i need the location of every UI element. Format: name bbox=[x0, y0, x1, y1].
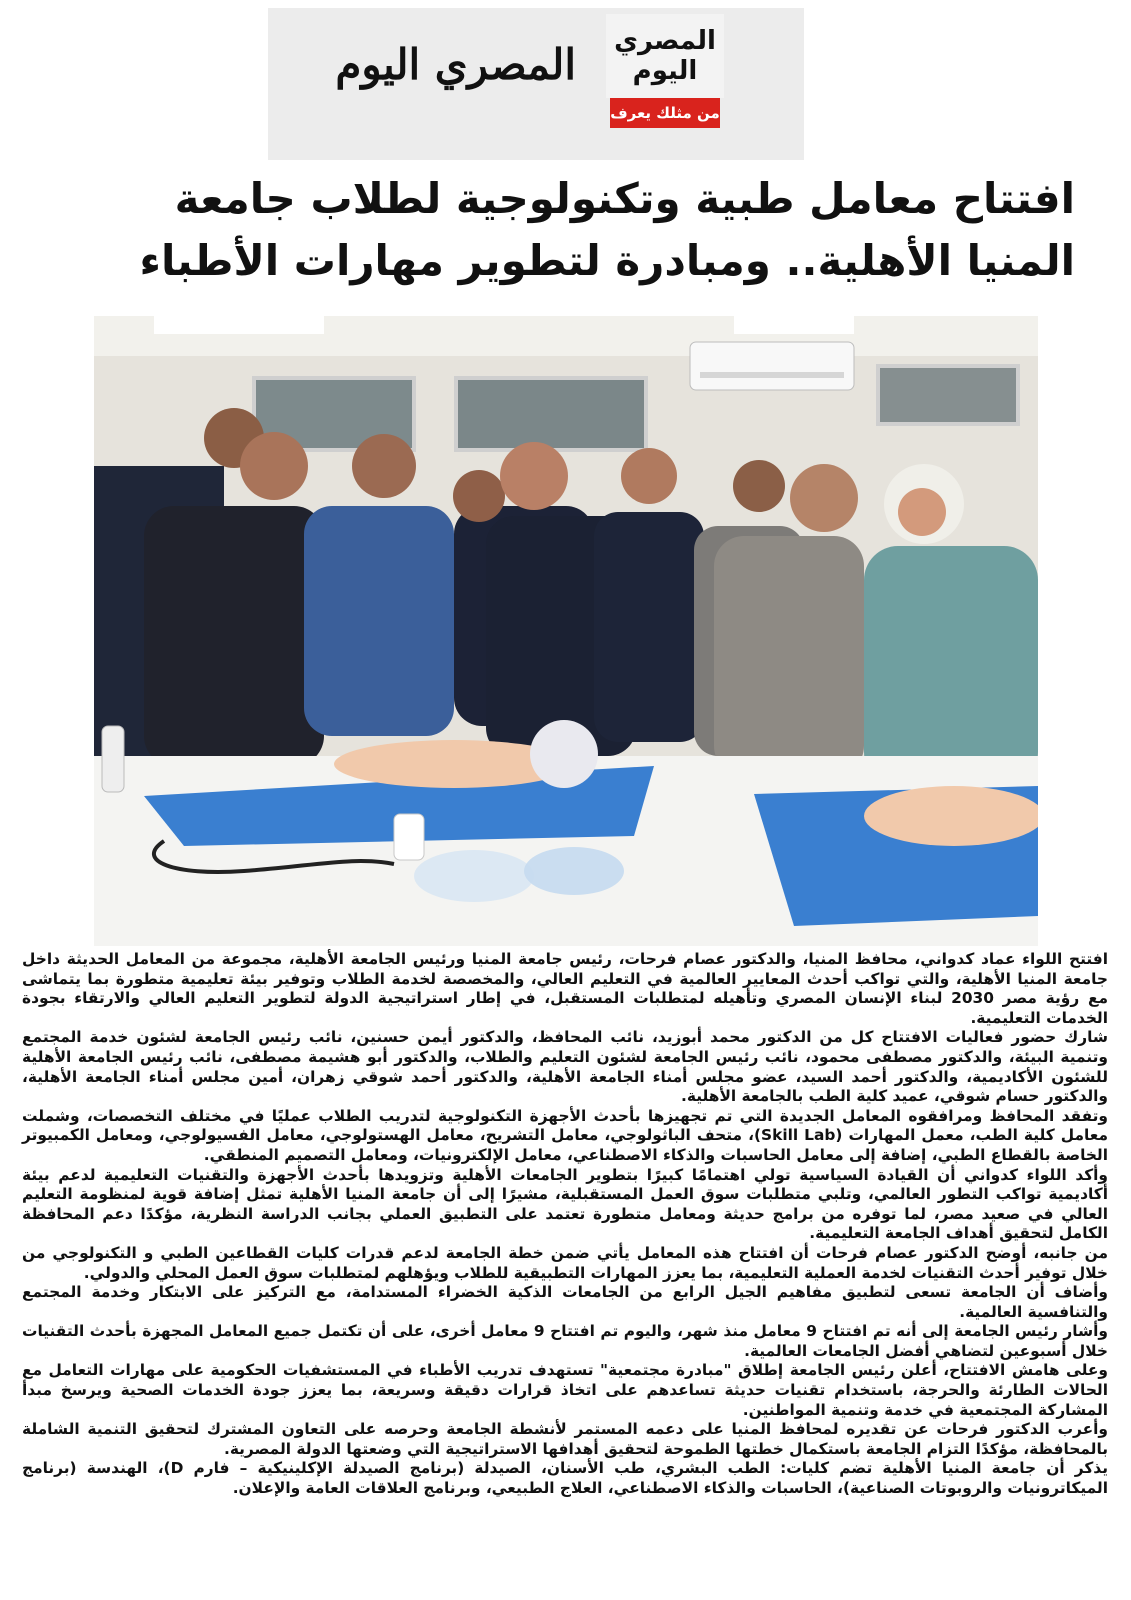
article-paragraph: وأكد اللواء كدواني أن القيادة السياسية تولي اهتمامًا كبيرًا بتطوير الجامعات الأهلية وتزويدها بأحدث الأجهزة والتقنيات التعليمية لدعم بيئة أكاديمية تواكب التطور العالمي، وتلبي متطلبات سوق العمل المستقبلية، مشيرًا إلى أن جامعة المنيا الأهلية تمثل إضافة قوية لمنظومة التعليم العالي في صعيد مصر، لما توفره من برامج حديثة ومعامل متطورة تعتمد على التطبيق العملي بجانب الدراسة النظرية، مؤكدًا دعم المحافظة الكامل لتحقيق أهداف الجامعة التعليمية. bbox=[22, 1165, 1108, 1243]
newspaper-logo[interactable] bbox=[606, 14, 724, 132]
masthead bbox=[268, 8, 804, 160]
article-headline: افتتاح معامل طبية وتكنولوجية لطلاب جامعة المنيا الأهلية.. ومبادرة لتطوير مهارات الأطباء bbox=[139, 174, 1075, 285]
logo-line-1: المصري bbox=[614, 26, 716, 56]
newspaper-name: المصري اليوم bbox=[335, 40, 576, 89]
lab-visit-illustration bbox=[94, 316, 1038, 946]
article-paragraph: وتفقد المحافظ ومرافقوه المعامل الجديدة التي تم تجهيزها بأحدث الأجهزة التكنولوجية لتدريب الطلاب عمليًا في مختلف التخصصات، وشملت معامل كلية الطب، معمل المهارات (Skill Lab)، متحف الباثولوجي، معامل التشريح، معامل الهستولوجي، معامل الفسيولوجي، ومعامل الكمبيوتر الخاصة بالقطاع الطبي، إضافة إلى معامل الحاسبات والذكاء الاصطناعي، معامل الإلكترونيات، ومعامل التصميم المنطقي. bbox=[22, 1106, 1109, 1164]
logo-line-2: اليوم bbox=[632, 56, 698, 86]
article-paragraph: وأعرب الدكتور فرحات عن تقديره لمحافظ المنيا على دعمه المستمر لأنشطة الجامعة وحرصه على التعاون المشترك لتحقيق التنمية الشاملة بالمحافظة، مؤكدًا التزام الجامعة باستكمال خطتها الطموحة لتحقيق أهدافها الاستراتيجية التي وضعتها الدولة المصرية. bbox=[22, 1420, 1108, 1458]
infant-manikin-right bbox=[864, 786, 1038, 846]
article-paragraph: وأشار رئيس الجامعة إلى أنه تم افتتاح 9 معامل منذ شهر، واليوم تم افتتاح 9 معامل أخرى، على أن تكتمل جميع المعامل المجهزة بأحدث التقنيات خلال أسبوعين لتضاهي أفضل الجامعات العالمية. bbox=[22, 1322, 1108, 1360]
article-paragraph: يذكر أن جامعة المنيا الأهلية تضم كليات: الطب البشري، طب الأسنان، الصيدلة (برنامج الصيدلة الإكلينيكية – فارم D)، الهندسة (برنامج الميكاترونيات والروبوتات الصناعية)، الحاسبات والذكاء الاصطناعي، العلاج الطبيعي، وبرنامج العلاقات العامة والإعلان. bbox=[22, 1459, 1108, 1498]
logo-wordmark bbox=[606, 14, 724, 98]
article-body bbox=[22, 950, 1108, 1499]
logo-tagline: من مثلك يعرف bbox=[610, 98, 720, 128]
article-paragraph: وأضاف أن الجامعة تسعى لتطبيق مفاهيم الجيل الرابع من الجامعات الذكية الخضراء المستدامة، مع التركيز على الابتكار وخدمة المجتمع والتنافسية العالمية. bbox=[22, 1283, 1108, 1321]
article-paragraph: افتتح اللواء عماد كدواني، محافظ المنيا، والدكتور عصام فرحات، رئيس جامعة المنيا ورئيس الجامعة الأهلية، مجموعة من المعامل الحديثة داخل جامعة المنيا الأهلية، والتي تواكب أحدث المعايير العالمية في التعليم العالي، والمخصصة لخدمة الطلاب وتوفير بيئة تعليمية متطورة بما يتماشى مع رؤية مصر 2030 لبناء الإنسان المصري وتأهيله لمتطلبات المستقبل، في إطار استراتيجية الدولة لتطوير التعليم العالي والارتقاء بجودة الخدمات التعليمية. bbox=[22, 950, 1108, 1027]
article-paragraph: من جانبه، أوضح الدكتور عصام فرحات أن افتتاح هذه المعامل يأتي ضمن خطة الجامعة لدعم قدرات كليات القطاعين الطبي و التكنولوجي من خلال توفير أحدث التقنيات لخدمة العملية التعليمية، بما يعزز المهارات التطبيقية للطلاب ويؤهلهم لمتطلبات سوق العمل المحلي والدولي. bbox=[22, 1243, 1108, 1282]
article-paragraph: شارك حضور فعاليات الافتتاح كل من الدكتور محمد أبوزيد، نائب المحافظ، والدكتور أيمن حسنين، نائب رئيس الجامعة لشئون خدمة المجتمع وتنمية البيئة، والدكتور مصطفى محمود، نائب رئيس الجامعة لشئون التعليم والطلاب، والدكتور أبو هشيمة مصطفى، نائب رئيس الجامعة الأهلية للشئون الأكاديمية، والدكتور أحمد السيد، عضو مجلس أمناء الجامعة الأهلية، والدكتور أحمد شوقي زهران، أمين مجلس أمناء الجامعة الأهلية، والدكتور حسام شوقي، عميد كلية الطب بالجامعة الأهلية. bbox=[22, 1028, 1108, 1106]
article-paragraph: وعلى هامش الافتتاح، أعلن رئيس الجامعة إطلاق "مبادرة مجتمعية" تستهدف تدريب الأطباء في المستشفيات الحكومية على مهارات التعامل مع الحالات الطارئة والحرجة، باستخدام تقنيات حديثة تساعدهم على اتخاذ قرارات دقيقة وسريعة، بما يعزز جودة الخدمات الصحية ويرسخ مبدأ المشاركة المجتمعية في خدمة وتنمية المواطنين. bbox=[22, 1361, 1108, 1419]
article-photo bbox=[94, 316, 1038, 946]
